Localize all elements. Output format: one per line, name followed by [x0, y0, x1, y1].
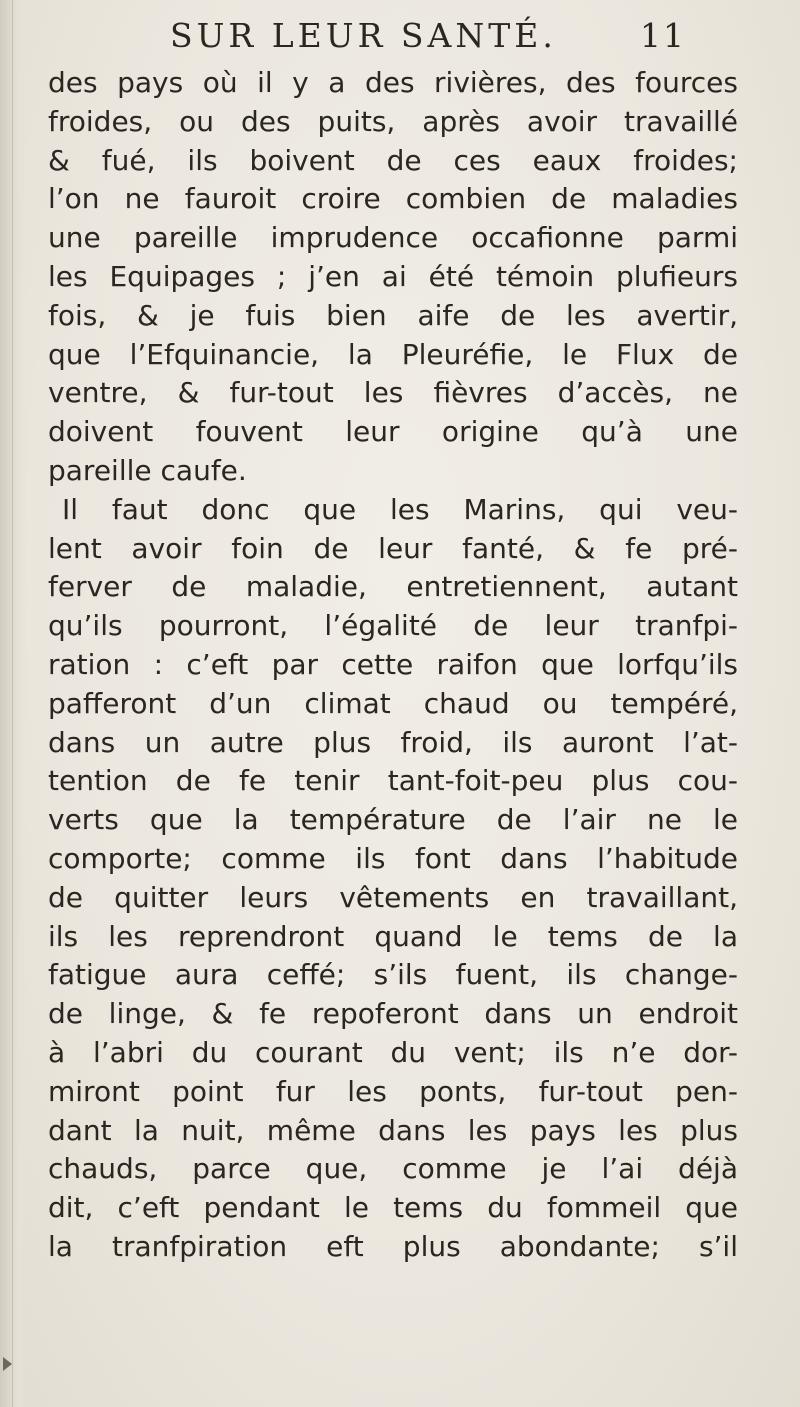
text-line: dant la nuit, même dans les pays les plus — [48, 1113, 738, 1147]
text-line: que l’Efquinancie, la Pleuréfie, le Flux de — [48, 337, 738, 371]
text-line: ils les reprendront quand le tems de la — [48, 919, 738, 953]
text-line: chauds, parce que, comme je l’ai déjà — [48, 1152, 738, 1186]
text-line: tention de fe tenir tant-foit-peu plus cou- — [48, 764, 738, 798]
text-line: dans un autre plus froid, ils auront l’at- — [48, 725, 738, 759]
text-line: qu’ils pourront, l’égalité de leur tranfpi- — [48, 609, 738, 643]
text-line: des pays où il y a des rivières, des fources — [48, 66, 738, 99]
running-header — [170, 14, 690, 58]
text-line: verts que la température de l’air ne le — [48, 803, 738, 837]
text-line: ration : c’eft par cette raifon que lorfqu’ils — [48, 647, 738, 681]
text-line-paragraph-start: Il faut donc que les Marins, qui veu- — [62, 492, 738, 526]
text-line: fois, & je fuis bien aife de les avertir, — [48, 298, 738, 332]
margin-triangle-icon — [3, 1357, 12, 1371]
text-line: & fué, ils boivent de ces eaux froides; — [48, 143, 738, 177]
text-line: miront point fur les ponts, fur-tout pen- — [48, 1074, 738, 1108]
binding-gutter-line — [12, 0, 13, 1407]
text-line: de quitter leurs vêtements en travaillant, — [48, 880, 738, 914]
page-number: 11 — [640, 16, 686, 55]
text-line: à l’abri du courant du vent; ils n’e dor- — [48, 1035, 738, 1069]
text-line: pafferont d’un climat chaud ou tempéré, — [48, 686, 738, 720]
text-line: fatigue aura ceffé; s’ils fuent, ils change- — [48, 958, 738, 992]
text-line-paragraph-end: pareille caufe. — [48, 453, 247, 487]
text-line: la tranfpiration eft plus abondante; s’il — [48, 1229, 738, 1263]
text-line: froides, ou des puits, après avoir travaillé — [48, 104, 738, 138]
text-line: lent avoir foin de leur fanté, & fe pré- — [48, 531, 738, 565]
body-text — [48, 64, 738, 1267]
text-line: comporte; comme ils font dans l’habitude — [48, 841, 738, 875]
running-title: SUR LEUR SANTÉ. — [170, 16, 557, 55]
text-line: de linge, & fe repoferont dans un endroit — [48, 997, 738, 1031]
text-line: une pareille imprudence occafionne parmi — [48, 221, 738, 255]
binding-gutter-shadow — [0, 0, 26, 1407]
text-line: ferver de maladie, entretiennent, autant — [48, 570, 738, 604]
text-line: doivent fouvent leur origine qu’à une — [48, 415, 738, 449]
text-line: ventre, & fur-tout les fièvres d’accès, ne — [48, 376, 738, 410]
text-line: les Equipages ; j’en ai été témoin plufieurs — [48, 259, 738, 293]
text-line: l’on ne fauroit croire combien de maladies — [48, 182, 738, 216]
text-line: dit, c’eft pendant le tems du fommeil que — [48, 1191, 738, 1225]
